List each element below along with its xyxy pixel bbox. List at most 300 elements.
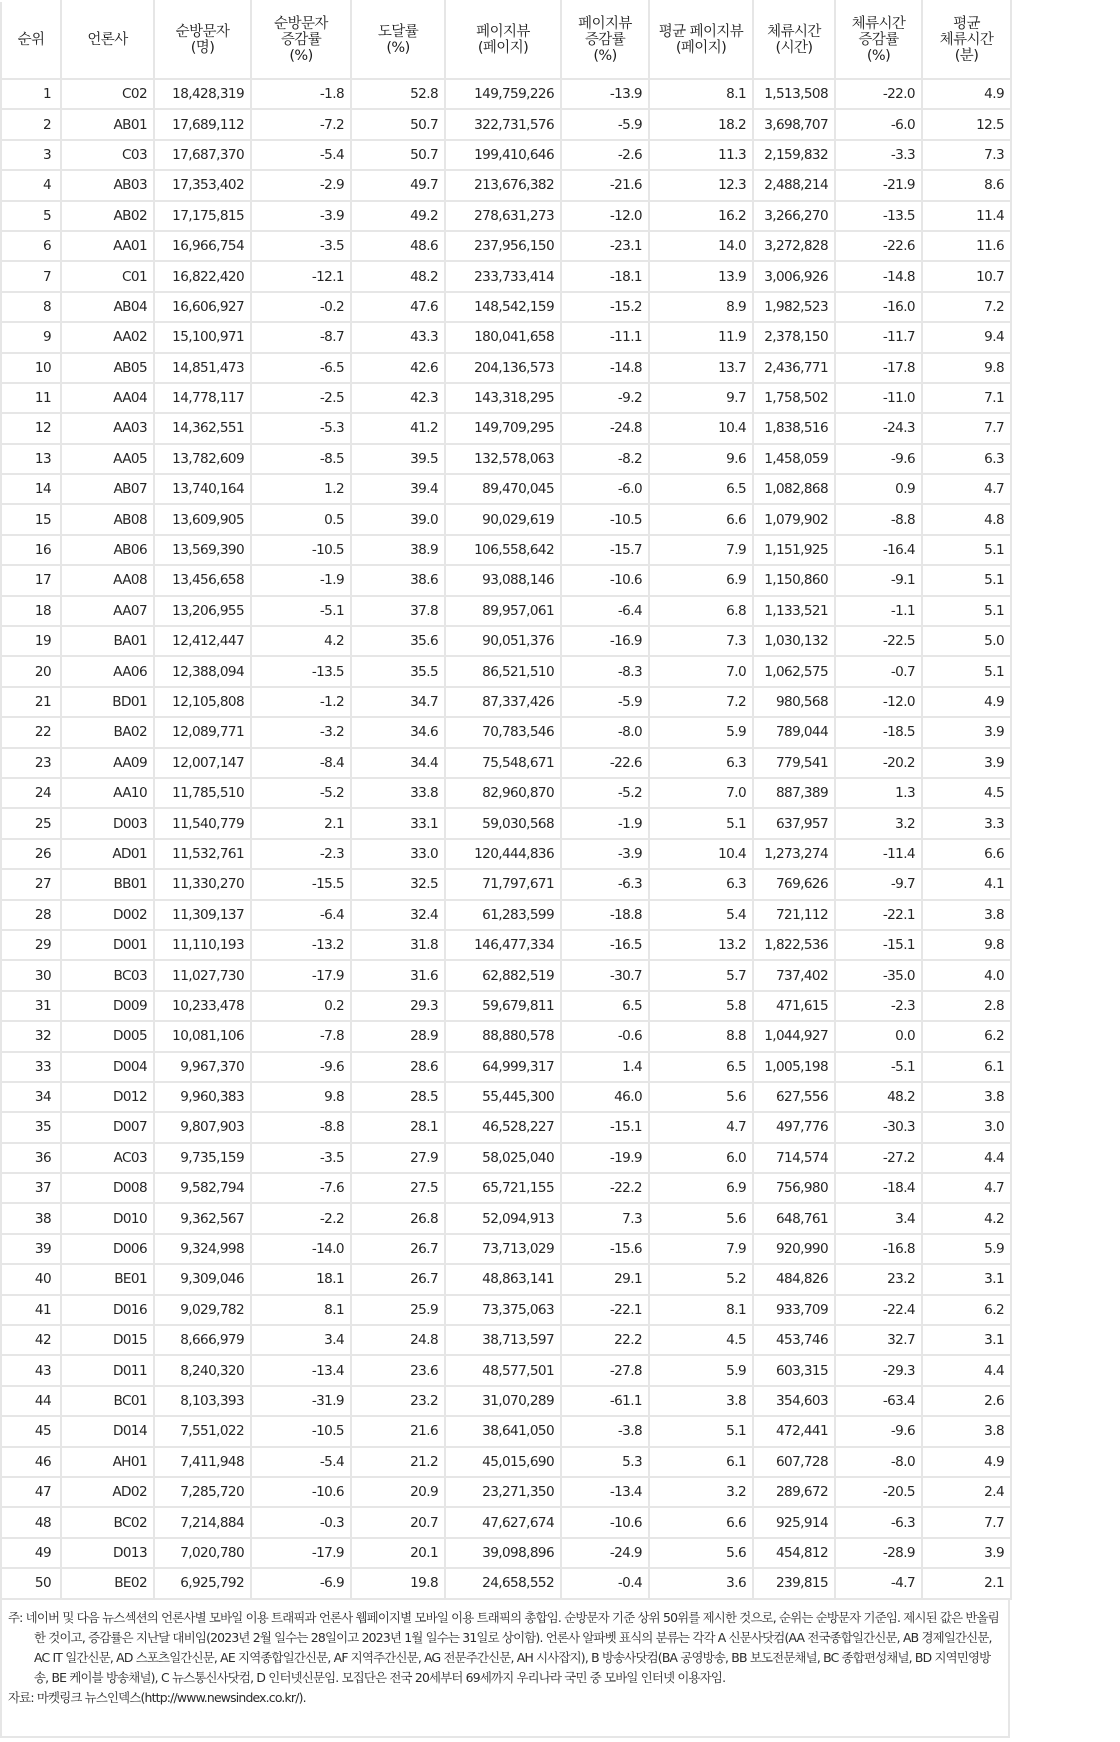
cell-reach-rate: 19.8 <box>351 1568 445 1598</box>
cell-rank: 41 <box>1 1295 61 1325</box>
cell-unique-visitors-change: -13.2 <box>251 930 351 960</box>
cell-unique-visitors: 12,388,094 <box>154 656 251 686</box>
cell-rank: 45 <box>1 1416 61 1446</box>
table-row <box>1 808 1011 838</box>
cell-media: BB01 <box>61 869 154 899</box>
cell-dwell-time-change: -16.0 <box>835 292 922 322</box>
table-row <box>1 1082 1011 1112</box>
cell-pageviews: 23,271,350 <box>445 1477 561 1507</box>
cell-pageviews-change: -27.8 <box>561 1355 649 1385</box>
cell-avg-dwell-time: 10.7 <box>922 261 1011 291</box>
cell-pageviews-change: -15.2 <box>561 292 649 322</box>
cell-unique-visitors-change: -3.2 <box>251 717 351 747</box>
column-header-line: 순방문자 <box>175 24 230 40</box>
cell-avg-dwell-time: 3.3 <box>922 808 1011 838</box>
cell-avg-pageviews: 6.8 <box>649 596 753 626</box>
column-header-reach-rate <box>351 1 445 79</box>
table-row <box>1 1264 1011 1294</box>
cell-dwell-time-change: -22.5 <box>835 626 922 656</box>
cell-pageviews-change: -24.8 <box>561 413 649 443</box>
table-row <box>1 261 1011 291</box>
cell-media: D004 <box>61 1052 154 1082</box>
cell-media: C01 <box>61 261 154 291</box>
cell-rank: 7 <box>1 261 61 291</box>
cell-pageviews: 61,283,599 <box>445 900 561 930</box>
cell-dwell-time: 637,957 <box>753 808 835 838</box>
cell-unique-visitors-change: -6.5 <box>251 353 351 383</box>
cell-unique-visitors: 7,214,884 <box>154 1507 251 1537</box>
cell-rank: 22 <box>1 717 61 747</box>
cell-pageviews-change: -3.9 <box>561 839 649 869</box>
cell-unique-visitors-change: -0.3 <box>251 1507 351 1537</box>
cell-unique-visitors: 13,740,164 <box>154 474 251 504</box>
cell-dwell-time-change: -6.3 <box>835 1507 922 1537</box>
cell-media: D002 <box>61 900 154 930</box>
cell-pageviews-change: -13.4 <box>561 1477 649 1507</box>
cell-avg-dwell-time: 9.8 <box>922 930 1011 960</box>
cell-pageviews-change: -10.6 <box>561 1507 649 1537</box>
cell-pageviews: 24,658,552 <box>445 1568 561 1598</box>
cell-avg-dwell-time: 3.9 <box>922 748 1011 778</box>
cell-unique-visitors-change: -10.5 <box>251 1416 351 1446</box>
cell-pageviews-change: -0.4 <box>561 1568 649 1598</box>
cell-media: D007 <box>61 1112 154 1142</box>
cell-pageviews: 65,721,155 <box>445 1173 561 1203</box>
cell-dwell-time: 3,006,926 <box>753 261 835 291</box>
cell-dwell-time-change: -27.2 <box>835 1143 922 1173</box>
cell-unique-visitors-change: -1.8 <box>251 79 351 109</box>
cell-unique-visitors-change: 8.1 <box>251 1295 351 1325</box>
cell-dwell-time: 603,315 <box>753 1355 835 1385</box>
cell-pageviews: 120,444,836 <box>445 839 561 869</box>
cell-rank: 29 <box>1 930 61 960</box>
cell-avg-dwell-time: 3.8 <box>922 900 1011 930</box>
cell-unique-visitors-change: -15.5 <box>251 869 351 899</box>
cell-pageviews: 82,960,870 <box>445 778 561 808</box>
cell-pageviews-change: -21.6 <box>561 170 649 200</box>
cell-pageviews: 86,521,510 <box>445 656 561 686</box>
cell-pageviews: 149,759,226 <box>445 79 561 109</box>
cell-unique-visitors-change: -17.9 <box>251 1538 351 1568</box>
cell-avg-pageviews: 9.7 <box>649 383 753 413</box>
table-row <box>1 109 1011 139</box>
cell-dwell-time: 1,133,521 <box>753 596 835 626</box>
cell-unique-visitors-change: -31.9 <box>251 1386 351 1416</box>
cell-unique-visitors: 11,110,193 <box>154 930 251 960</box>
cell-media: D008 <box>61 1173 154 1203</box>
cell-unique-visitors: 9,309,046 <box>154 1264 251 1294</box>
cell-reach-rate: 26.7 <box>351 1264 445 1294</box>
cell-pageviews-change: -22.6 <box>561 748 649 778</box>
cell-avg-dwell-time: 4.9 <box>922 1447 1011 1477</box>
cell-unique-visitors: 9,967,370 <box>154 1052 251 1082</box>
cell-unique-visitors-change: -5.4 <box>251 1447 351 1477</box>
table-row <box>1 1355 1011 1385</box>
cell-media: BE01 <box>61 1264 154 1294</box>
cell-media: AA03 <box>61 413 154 443</box>
cell-reach-rate: 26.8 <box>351 1203 445 1233</box>
cell-rank: 21 <box>1 687 61 717</box>
cell-dwell-time-change: -18.5 <box>835 717 922 747</box>
cell-reach-rate: 38.9 <box>351 535 445 565</box>
cell-pageviews-change: -18.8 <box>561 900 649 930</box>
cell-rank: 48 <box>1 1507 61 1537</box>
cell-unique-visitors: 11,309,137 <box>154 900 251 930</box>
cell-media: C02 <box>61 79 154 109</box>
cell-dwell-time: 769,626 <box>753 869 835 899</box>
column-header-pageviews-change <box>561 1 649 79</box>
cell-unique-visitors-change: 1.2 <box>251 474 351 504</box>
cell-pageviews: 204,136,573 <box>445 353 561 383</box>
column-header-line: 언론사 <box>87 32 128 48</box>
column-header-media <box>61 1 154 79</box>
table-row <box>1 1325 1011 1355</box>
cell-pageviews-change: 22.2 <box>561 1325 649 1355</box>
cell-pageviews: 93,088,146 <box>445 565 561 595</box>
cell-dwell-time-change: -16.8 <box>835 1234 922 1264</box>
cell-pageviews-change: -8.2 <box>561 444 649 474</box>
cell-dwell-time: 289,672 <box>753 1477 835 1507</box>
cell-dwell-time-change: -9.7 <box>835 869 922 899</box>
cell-unique-visitors-change: -2.3 <box>251 839 351 869</box>
cell-media: D003 <box>61 808 154 838</box>
cell-rank: 25 <box>1 808 61 838</box>
cell-pageviews-change: -15.1 <box>561 1112 649 1142</box>
cell-avg-dwell-time: 6.3 <box>922 444 1011 474</box>
cell-pageviews-change: 5.3 <box>561 1447 649 1477</box>
cell-avg-pageviews: 7.2 <box>649 687 753 717</box>
cell-pageviews: 143,318,295 <box>445 383 561 413</box>
cell-rank: 24 <box>1 778 61 808</box>
cell-dwell-time: 714,574 <box>753 1143 835 1173</box>
cell-dwell-time: 1,822,536 <box>753 930 835 960</box>
cell-dwell-time-change: 32.7 <box>835 1325 922 1355</box>
cell-dwell-time-change: 3.4 <box>835 1203 922 1233</box>
cell-avg-pageviews: 10.4 <box>649 839 753 869</box>
cell-avg-dwell-time: 12.5 <box>922 109 1011 139</box>
cell-avg-pageviews: 7.0 <box>649 778 753 808</box>
cell-unique-visitors-change: 3.4 <box>251 1325 351 1355</box>
cell-reach-rate: 28.9 <box>351 1021 445 1051</box>
cell-dwell-time-change: -9.1 <box>835 565 922 595</box>
cell-pageviews: 46,528,227 <box>445 1112 561 1142</box>
cell-avg-pageviews: 11.3 <box>649 140 753 170</box>
cell-reach-rate: 28.1 <box>351 1112 445 1142</box>
column-header-line: 체류시간 <box>767 24 821 40</box>
cell-reach-rate: 29.3 <box>351 991 445 1021</box>
table-row <box>1 292 1011 322</box>
cell-pageviews-change: -19.9 <box>561 1143 649 1173</box>
cell-avg-dwell-time: 7.7 <box>922 1507 1011 1537</box>
cell-avg-pageviews: 6.1 <box>649 1447 753 1477</box>
cell-dwell-time-change: -17.8 <box>835 353 922 383</box>
cell-avg-dwell-time: 5.1 <box>922 656 1011 686</box>
cell-dwell-time: 1,044,927 <box>753 1021 835 1051</box>
cell-avg-dwell-time: 4.7 <box>922 1173 1011 1203</box>
cell-dwell-time: 1,151,925 <box>753 535 835 565</box>
cell-unique-visitors-change: -10.5 <box>251 535 351 565</box>
cell-rank: 3 <box>1 140 61 170</box>
cell-dwell-time: 756,980 <box>753 1173 835 1203</box>
cell-avg-pageviews: 4.5 <box>649 1325 753 1355</box>
cell-unique-visitors: 13,456,658 <box>154 565 251 595</box>
cell-media: D006 <box>61 1234 154 1264</box>
cell-media: AB06 <box>61 535 154 565</box>
cell-dwell-time-change: -14.8 <box>835 261 922 291</box>
cell-rank: 10 <box>1 353 61 383</box>
cell-unique-visitors-change: -0.2 <box>251 292 351 322</box>
cell-pageviews: 73,375,063 <box>445 1295 561 1325</box>
table-row <box>1 170 1011 200</box>
cell-reach-rate: 50.7 <box>351 140 445 170</box>
cell-reach-rate: 34.7 <box>351 687 445 717</box>
cell-pageviews: 88,880,578 <box>445 1021 561 1051</box>
column-header-line: 증감률 <box>858 32 899 48</box>
cell-rank: 27 <box>1 869 61 899</box>
cell-avg-dwell-time: 6.1 <box>922 1052 1011 1082</box>
cell-pageviews: 48,863,141 <box>445 1264 561 1294</box>
table-row <box>1 1386 1011 1416</box>
cell-dwell-time-change: -6.0 <box>835 109 922 139</box>
cell-media: AB07 <box>61 474 154 504</box>
cell-pageviews: 58,025,040 <box>445 1143 561 1173</box>
cell-media: D011 <box>61 1355 154 1385</box>
cell-avg-pageviews: 5.9 <box>649 1355 753 1385</box>
table-row <box>1 1295 1011 1325</box>
cell-unique-visitors: 17,175,815 <box>154 201 251 231</box>
cell-avg-pageviews: 13.2 <box>649 930 753 960</box>
cell-pageviews: 55,445,300 <box>445 1082 561 1112</box>
cell-reach-rate: 28.6 <box>351 1052 445 1082</box>
cell-unique-visitors: 11,532,761 <box>154 839 251 869</box>
cell-avg-dwell-time: 6.2 <box>922 1021 1011 1051</box>
cell-dwell-time-change: -11.0 <box>835 383 922 413</box>
cell-avg-pageviews: 6.5 <box>649 1052 753 1082</box>
column-header-avg-pageviews <box>649 1 753 79</box>
cell-pageviews-change: 1.4 <box>561 1052 649 1082</box>
cell-reach-rate: 20.9 <box>351 1477 445 1507</box>
cell-reach-rate: 23.6 <box>351 1355 445 1385</box>
cell-avg-pageviews: 5.6 <box>649 1538 753 1568</box>
cell-dwell-time-change: -5.1 <box>835 1052 922 1082</box>
cell-reach-rate: 26.7 <box>351 1234 445 1264</box>
cell-avg-pageviews: 8.1 <box>649 1295 753 1325</box>
cell-reach-rate: 49.7 <box>351 170 445 200</box>
cell-reach-rate: 37.8 <box>351 596 445 626</box>
cell-avg-pageviews: 14.0 <box>649 231 753 261</box>
cell-avg-pageviews: 9.6 <box>649 444 753 474</box>
cell-avg-pageviews: 3.2 <box>649 1477 753 1507</box>
cell-pageviews-change: -15.6 <box>561 1234 649 1264</box>
table-row <box>1 383 1011 413</box>
column-header-line: 체류시간 <box>939 32 994 48</box>
cell-pageviews: 90,051,376 <box>445 626 561 656</box>
table-row <box>1 991 1011 1021</box>
footnote-text: 주: 네이버 및 다음 뉴스섹션의 언론사별 모바일 이용 트래픽과 언론사 웹페이지별 모바일 이용 트래픽의 총합임. 순방문자 기준 상위 50위를 제시한 것으로, 순위는 순방문자 기준임. 제시된 값은 반올림한 것이고, 증감률은 지난달 대비임(2023년 2월 일수는 28일이고 2023년 1월 일수는 31일로 상이함). 언론사 알파벳 표식의 분류는 각각 A 신문사닷컴(AA 전국종합일간신문, AB 경제일간신문, AC IT 일간신문, AD 스포츠일간신문, AE 지역종합일간신문, AF 지역주간신문, AG 전문주간신문, AH 시사잡지), B 방송사닷컴(BA 공영방송, BB 보도전문채널, BC 종합편성채널, BD 지역민영방송, BE 케이블 방송채널), C 뉴스통신사닷컴, D 인터넷신문임. 모집단은 전국 20세부터 69세까지 우리나라 국민 중 모바일 인터넷 이용자임. <box>8 1609 999 1685</box>
cell-rank: 46 <box>1 1447 61 1477</box>
cell-dwell-time-change: -22.1 <box>835 900 922 930</box>
cell-dwell-time: 789,044 <box>753 717 835 747</box>
cell-pageviews-change: -0.6 <box>561 1021 649 1051</box>
cell-pageviews: 90,029,619 <box>445 504 561 534</box>
cell-dwell-time-change: -35.0 <box>835 960 922 990</box>
table-row <box>1 504 1011 534</box>
table-header <box>1 1 1011 79</box>
cell-media: BE02 <box>61 1568 154 1598</box>
table-row <box>1 474 1011 504</box>
cell-pageviews: 48,577,501 <box>445 1355 561 1385</box>
table-body <box>1 79 1011 1599</box>
cell-pageviews: 38,641,050 <box>445 1416 561 1446</box>
cell-avg-dwell-time: 4.2 <box>922 1203 1011 1233</box>
cell-dwell-time-change: -20.5 <box>835 1477 922 1507</box>
cell-avg-pageviews: 3.8 <box>649 1386 753 1416</box>
cell-media: AB01 <box>61 109 154 139</box>
cell-dwell-time-change: -0.7 <box>835 656 922 686</box>
cell-unique-visitors: 13,782,609 <box>154 444 251 474</box>
cell-reach-rate: 20.1 <box>351 1538 445 1568</box>
cell-dwell-time: 497,776 <box>753 1112 835 1142</box>
cell-avg-pageviews: 5.8 <box>649 991 753 1021</box>
cell-unique-visitors-change: -3.9 <box>251 201 351 231</box>
cell-media: D013 <box>61 1538 154 1568</box>
cell-avg-dwell-time: 11.6 <box>922 231 1011 261</box>
cell-pageviews: 213,676,382 <box>445 170 561 200</box>
column-header-line: 평균 <box>953 16 980 32</box>
cell-avg-pageviews: 6.6 <box>649 504 753 534</box>
cell-media: AA04 <box>61 383 154 413</box>
cell-reach-rate: 32.4 <box>351 900 445 930</box>
cell-rank: 38 <box>1 1203 61 1233</box>
column-header-line: 페이지뷰 <box>578 16 632 32</box>
cell-dwell-time: 453,746 <box>753 1325 835 1355</box>
cell-unique-visitors: 11,540,779 <box>154 808 251 838</box>
cell-avg-dwell-time: 5.9 <box>922 1234 1011 1264</box>
cell-reach-rate: 32.5 <box>351 869 445 899</box>
cell-avg-dwell-time: 2.8 <box>922 991 1011 1021</box>
cell-avg-pageviews: 5.1 <box>649 808 753 838</box>
cell-unique-visitors: 13,609,905 <box>154 504 251 534</box>
table-row <box>1 930 1011 960</box>
cell-media: AA02 <box>61 322 154 352</box>
cell-dwell-time: 1,982,523 <box>753 292 835 322</box>
cell-unique-visitors: 8,103,393 <box>154 1386 251 1416</box>
column-header-pageviews <box>445 1 561 79</box>
cell-unique-visitors-change: -5.2 <box>251 778 351 808</box>
table-row <box>1 596 1011 626</box>
cell-media: AB04 <box>61 292 154 322</box>
table-row <box>1 1538 1011 1568</box>
column-header-line: (%) <box>593 48 617 64</box>
cell-unique-visitors-change: -2.9 <box>251 170 351 200</box>
cell-rank: 15 <box>1 504 61 534</box>
cell-pageviews: 47,627,674 <box>445 1507 561 1537</box>
cell-avg-pageviews: 7.9 <box>649 535 753 565</box>
cell-pageviews-change: -8.0 <box>561 717 649 747</box>
cell-media: D010 <box>61 1203 154 1233</box>
cell-unique-visitors: 16,606,927 <box>154 292 251 322</box>
cell-dwell-time: 1,030,132 <box>753 626 835 656</box>
cell-pageviews-change: -22.2 <box>561 1173 649 1203</box>
cell-pageviews: 87,337,426 <box>445 687 561 717</box>
cell-unique-visitors-change: -8.4 <box>251 748 351 778</box>
cell-avg-pageviews: 13.9 <box>649 261 753 291</box>
cell-dwell-time-change: -22.6 <box>835 231 922 261</box>
cell-unique-visitors-change: 9.8 <box>251 1082 351 1112</box>
cell-pageviews: 278,631,273 <box>445 201 561 231</box>
cell-dwell-time: 1,062,575 <box>753 656 835 686</box>
cell-avg-pageviews: 12.3 <box>649 170 753 200</box>
cell-unique-visitors-change: -13.5 <box>251 656 351 686</box>
cell-avg-pageviews: 7.9 <box>649 1234 753 1264</box>
cell-rank: 6 <box>1 231 61 261</box>
column-header-line: 도달률 <box>377 24 419 40</box>
cell-pageviews-change: -2.6 <box>561 140 649 170</box>
cell-pageviews: 106,558,642 <box>445 535 561 565</box>
cell-pageviews: 70,783,546 <box>445 717 561 747</box>
cell-unique-visitors: 9,735,159 <box>154 1143 251 1173</box>
cell-dwell-time: 2,488,214 <box>753 170 835 200</box>
column-header-unique-visitors-change <box>251 1 351 79</box>
cell-unique-visitors: 11,330,270 <box>154 869 251 899</box>
cell-dwell-time: 484,826 <box>753 1264 835 1294</box>
column-header-unique-visitors <box>154 1 251 79</box>
cell-dwell-time-change: -63.4 <box>835 1386 922 1416</box>
cell-dwell-time: 607,728 <box>753 1447 835 1477</box>
cell-unique-visitors: 7,020,780 <box>154 1538 251 1568</box>
cell-dwell-time-change: -22.0 <box>835 79 922 109</box>
cell-unique-visitors: 17,353,402 <box>154 170 251 200</box>
cell-avg-dwell-time: 4.5 <box>922 778 1011 808</box>
cell-dwell-time: 454,812 <box>753 1538 835 1568</box>
cell-pageviews: 73,713,029 <box>445 1234 561 1264</box>
table-row <box>1 1143 1011 1173</box>
cell-rank: 9 <box>1 322 61 352</box>
cell-pageviews: 45,015,690 <box>445 1447 561 1477</box>
cell-pageviews-change: 29.1 <box>561 1264 649 1294</box>
cell-dwell-time: 1,082,868 <box>753 474 835 504</box>
table-row <box>1 413 1011 443</box>
cell-avg-pageviews: 6.3 <box>649 748 753 778</box>
cell-media: AB08 <box>61 504 154 534</box>
cell-media: D009 <box>61 991 154 1021</box>
cell-dwell-time-change: -15.1 <box>835 930 922 960</box>
cell-avg-pageviews: 5.6 <box>649 1203 753 1233</box>
cell-unique-visitors-change: 18.1 <box>251 1264 351 1294</box>
cell-pageviews: 62,882,519 <box>445 960 561 990</box>
cell-rank: 50 <box>1 1568 61 1598</box>
cell-avg-dwell-time: 4.4 <box>922 1355 1011 1385</box>
column-header-line: 증감률 <box>584 32 626 48</box>
cell-unique-visitors-change: 0.5 <box>251 504 351 534</box>
table-row <box>1 626 1011 656</box>
cell-dwell-time-change: 23.2 <box>835 1264 922 1294</box>
cell-unique-visitors: 17,687,370 <box>154 140 251 170</box>
cell-avg-dwell-time: 2.4 <box>922 1477 1011 1507</box>
cell-avg-dwell-time: 4.9 <box>922 687 1011 717</box>
cell-unique-visitors: 13,206,955 <box>154 596 251 626</box>
cell-dwell-time-change: -22.4 <box>835 1295 922 1325</box>
cell-pageviews: 149,709,295 <box>445 413 561 443</box>
cell-unique-visitors: 9,324,998 <box>154 1234 251 1264</box>
cell-dwell-time: 1,458,059 <box>753 444 835 474</box>
cell-pageviews-change: -5.9 <box>561 109 649 139</box>
cell-dwell-time-change: -18.4 <box>835 1173 922 1203</box>
cell-avg-dwell-time: 2.1 <box>922 1568 1011 1598</box>
cell-pageviews-change: -10.6 <box>561 565 649 595</box>
cell-reach-rate: 21.6 <box>351 1416 445 1446</box>
cell-dwell-time-change: -11.4 <box>835 839 922 869</box>
